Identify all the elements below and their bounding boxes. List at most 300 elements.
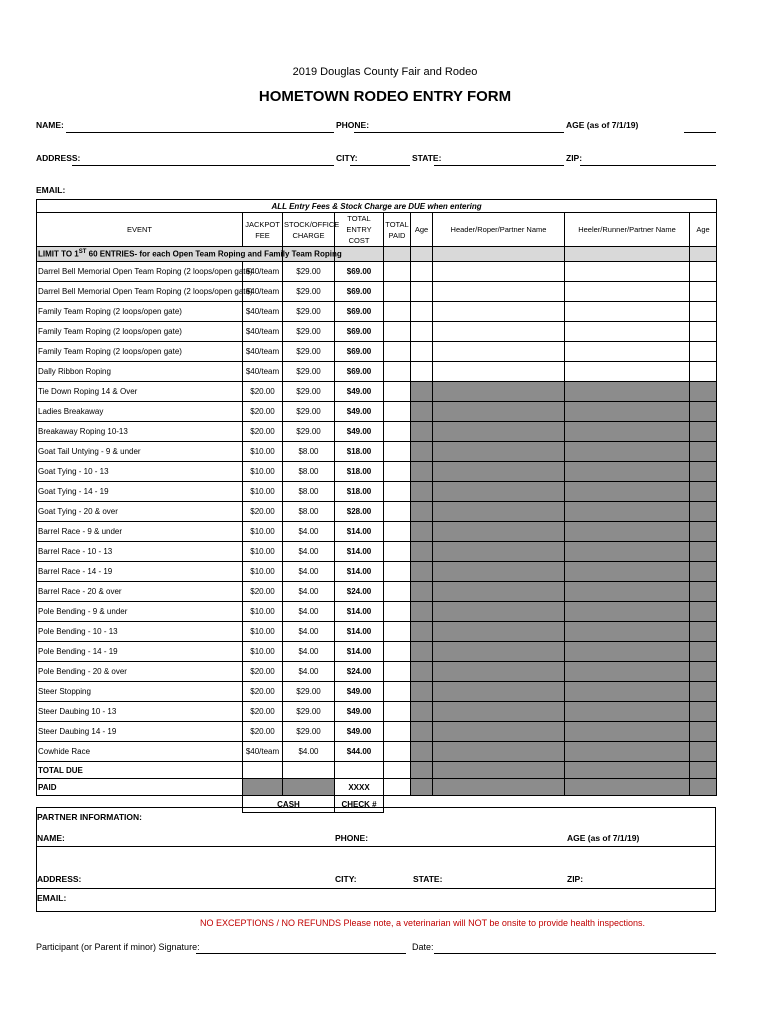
heeler-runner-cell	[565, 402, 690, 422]
stock-charge: $29.00	[283, 322, 335, 342]
stock-charge: $4.00	[283, 742, 335, 762]
heeler-runner-cell	[565, 502, 690, 522]
table-row	[37, 362, 717, 382]
heeler-runner-cell[interactable]	[565, 362, 690, 382]
jackpot-fee: $20.00	[243, 702, 283, 722]
stock-charge: $29.00	[283, 282, 335, 302]
table-row	[37, 702, 717, 722]
header-roper-cell	[433, 402, 565, 422]
stock-charge: $8.00	[283, 482, 335, 502]
total-paid-cell[interactable]	[384, 702, 411, 722]
heeler-runner-cell	[565, 522, 690, 542]
age-label: AGE (as of 7/1/19)	[566, 120, 639, 130]
event-header: EVENT	[37, 213, 243, 247]
stock-charge: $29.00	[283, 382, 335, 402]
jackpot-fee: $10.00	[243, 522, 283, 542]
event-name: Pole Bending - 14 - 19	[37, 642, 243, 662]
total-paid-cell[interactable]	[384, 482, 411, 502]
total-due-stock[interactable]	[283, 762, 335, 779]
total-paid-cell[interactable]	[384, 342, 411, 362]
zip-field[interactable]	[580, 165, 716, 166]
header-roper-cell	[433, 502, 565, 522]
event-name: Barrel Race - 14 - 19	[37, 562, 243, 582]
total-entry-cost: $14.00	[335, 602, 384, 622]
event-name: Family Team Roping (2 loops/open gate)	[37, 342, 243, 362]
stock-charge: $29.00	[283, 722, 335, 742]
stock-charge: $29.00	[283, 362, 335, 382]
age2-cell	[690, 602, 717, 622]
age-cell	[411, 602, 433, 622]
stock-header: STOCK/OFFICE CHARGE	[283, 213, 335, 247]
total-paid-cell[interactable]	[384, 562, 411, 582]
date-field[interactable]	[434, 953, 716, 954]
total-entry-cost: $49.00	[335, 382, 384, 402]
total-paid-cell[interactable]	[384, 682, 411, 702]
stock-charge: $4.00	[283, 642, 335, 662]
age2-cell	[690, 702, 717, 722]
paid-label: PAID	[37, 779, 243, 796]
partner-name-label: NAME:	[37, 833, 65, 843]
age-header: Age	[411, 213, 433, 247]
total-paid-cell[interactable]	[384, 622, 411, 642]
heeler-runner-cell	[565, 702, 690, 722]
total-paid-cell[interactable]	[384, 602, 411, 622]
entry-table	[36, 199, 717, 813]
age2-cell	[690, 682, 717, 702]
table-row	[37, 602, 717, 622]
total-entry-cost: $14.00	[335, 622, 384, 642]
event-name: Breakaway Roping 10-13	[37, 422, 243, 442]
table-row	[37, 322, 717, 342]
age2-cell[interactable]	[690, 282, 717, 302]
total-entry-cost: $69.00	[335, 322, 384, 342]
partner-heading: PARTNER INFORMATION:	[37, 812, 142, 822]
age2-cell	[690, 622, 717, 642]
city-field[interactable]	[350, 165, 410, 166]
age-cell	[411, 662, 433, 682]
age-cell	[411, 402, 433, 422]
partner-email-label: EMAIL:	[37, 893, 67, 903]
name-field[interactable]	[66, 132, 334, 133]
age2-cell	[690, 482, 717, 502]
age-cell	[411, 442, 433, 462]
table-row	[37, 562, 717, 582]
stock-charge: $4.00	[283, 662, 335, 682]
heeler-runner-cell[interactable]	[565, 302, 690, 322]
jackpot-fee: $20.00	[243, 502, 283, 522]
header-roper-cell	[433, 422, 565, 442]
age-field[interactable]	[684, 132, 716, 133]
age2-cell	[690, 562, 717, 582]
date-label: Date:	[412, 942, 434, 952]
signature-label: Participant (or Parent if minor) Signature:	[36, 942, 200, 952]
event-name: Steer Daubing 10 - 13	[37, 702, 243, 722]
table-row	[37, 382, 717, 402]
stock-charge: $29.00	[283, 422, 335, 442]
total-paid-header: TOTAL PAID	[384, 213, 411, 247]
table-row	[37, 722, 717, 742]
event-name: Tie Down Roping 14 & Over	[37, 382, 243, 402]
table-row	[37, 462, 717, 482]
address-field[interactable]	[72, 165, 334, 166]
heeler-runner-cell[interactable]	[565, 262, 690, 282]
total-entry-cost: $24.00	[335, 662, 384, 682]
age2-cell	[690, 722, 717, 742]
partner-age-label: AGE (as of 7/1/19)	[567, 833, 640, 843]
heeler-runner-cell	[565, 442, 690, 462]
phone-label: PHONE:	[336, 120, 370, 130]
stock-charge: $29.00	[283, 342, 335, 362]
total-paid-cell[interactable]	[384, 402, 411, 422]
event-name: Barrel Race - 20 & over	[37, 582, 243, 602]
table-row	[37, 522, 717, 542]
heeler-runner-cell	[565, 582, 690, 602]
event-name: Goat Tying - 14 - 19	[37, 482, 243, 502]
name-label: NAME:	[36, 120, 64, 130]
age-cell	[411, 642, 433, 662]
event-name: Goat Tying - 20 & over	[37, 502, 243, 522]
total-entry-cost: $24.00	[335, 582, 384, 602]
total-paid-cell[interactable]	[384, 582, 411, 602]
total-entry-cost: $18.00	[335, 442, 384, 462]
heeler-runner-cell	[565, 482, 690, 502]
age2-cell	[690, 382, 717, 402]
heeler-runner-cell	[565, 562, 690, 582]
age-cell	[411, 722, 433, 742]
total-entry-cost: $69.00	[335, 302, 384, 322]
heeler-runner-cell[interactable]	[565, 282, 690, 302]
age-cell	[411, 462, 433, 482]
total-paid-cell[interactable]	[384, 382, 411, 402]
jackpot-fee: $40/team	[243, 342, 283, 362]
table-row	[37, 542, 717, 562]
heeler-runner-cell	[565, 622, 690, 642]
total-entry-cost: $14.00	[335, 522, 384, 542]
heeler-runner-cell	[565, 382, 690, 402]
state-field[interactable]	[434, 165, 564, 166]
age-cell[interactable]	[411, 322, 433, 342]
partner-zip-label: ZIP:	[567, 874, 584, 884]
stock-charge: $4.00	[283, 602, 335, 622]
age2-header: Age	[690, 213, 717, 247]
total-paid-cell[interactable]	[384, 662, 411, 682]
heeler-runner-cell	[565, 542, 690, 562]
table-row	[37, 302, 717, 322]
table-row	[37, 262, 717, 282]
fair-subtitle: 2019 Douglas County Fair and Rodeo	[292, 66, 478, 78]
total-entry-cost: $14.00	[335, 562, 384, 582]
heeler-runner-cell	[565, 662, 690, 682]
total-paid-cell[interactable]	[384, 522, 411, 542]
total-due-label: TOTAL DUE	[37, 762, 243, 779]
event-name: Pole Bending - 9 & under	[37, 602, 243, 622]
total-entry-cost: $69.00	[335, 342, 384, 362]
table-row	[37, 662, 717, 682]
total-paid-cell[interactable]	[384, 262, 411, 282]
partner-state-label: STATE:	[413, 874, 443, 884]
total-entry-cost: $49.00	[335, 722, 384, 742]
total-entry-cost: $49.00	[335, 402, 384, 422]
total-entry-cost: $69.00	[335, 362, 384, 382]
jackpot-fee: $40/team	[243, 742, 283, 762]
age-cell	[411, 562, 433, 582]
zip-label: ZIP:	[566, 153, 583, 163]
heeler-runner-cell[interactable]	[565, 322, 690, 342]
header-roper-cell	[433, 602, 565, 622]
age-cell	[411, 382, 433, 402]
event-name: Darrel Bell Memorial Open Team Roping (2 loops/open gate)	[37, 262, 243, 282]
age-cell[interactable]	[411, 282, 433, 302]
age2-cell[interactable]	[690, 302, 717, 322]
total-entry-cost: $18.00	[335, 482, 384, 502]
paid-amount[interactable]	[384, 779, 411, 796]
jackpot-fee: $10.00	[243, 462, 283, 482]
header-roper-cell[interactable]	[433, 302, 565, 322]
partner-city-label: CITY:	[335, 874, 357, 884]
age2-cell	[690, 542, 717, 562]
heeler-runner-cell	[565, 742, 690, 762]
stock-charge: $29.00	[283, 682, 335, 702]
jackpot-fee: $10.00	[243, 562, 283, 582]
stock-charge: $8.00	[283, 462, 335, 482]
jackpot-fee: $20.00	[243, 662, 283, 682]
heeler-runner-cell	[565, 462, 690, 482]
header-roper-cell	[433, 662, 565, 682]
age2-cell	[690, 662, 717, 682]
partner-address-label: ADDRESS:	[37, 874, 82, 884]
jackpot-fee: $10.00	[243, 542, 283, 562]
total-entry-cost: $49.00	[335, 682, 384, 702]
stock-charge: $29.00	[283, 262, 335, 282]
total-due-jackpot[interactable]	[243, 762, 283, 779]
age2-cell[interactable]	[690, 322, 717, 342]
header-roper-cell[interactable]	[433, 262, 565, 282]
stock-charge: $8.00	[283, 502, 335, 522]
jackpot-fee: $10.00	[243, 622, 283, 642]
total-paid-cell[interactable]	[384, 722, 411, 742]
age-cell	[411, 502, 433, 522]
jackpot-fee: $20.00	[243, 582, 283, 602]
table-row	[37, 442, 717, 462]
jackpot-fee: $10.00	[243, 602, 283, 622]
cash-label: CASH	[243, 796, 335, 813]
total-entry-cost: $14.00	[335, 542, 384, 562]
heeler-runner-cell	[565, 642, 690, 662]
state-label: STATE:	[412, 153, 442, 163]
age2-cell	[690, 462, 717, 482]
header-roper-cell	[433, 442, 565, 462]
total-entry-header: TOTAL ENTRY COST	[335, 213, 384, 247]
header-roper-cell[interactable]	[433, 322, 565, 342]
age-cell	[411, 582, 433, 602]
total-paid-cell[interactable]	[384, 542, 411, 562]
table-row	[37, 682, 717, 702]
event-name: Family Team Roping (2 loops/open gate)	[37, 322, 243, 342]
age2-cell	[690, 582, 717, 602]
event-name: Goat Tail Untying - 9 & under	[37, 442, 243, 462]
total-due-entry[interactable]	[335, 762, 384, 779]
stock-charge: $4.00	[283, 542, 335, 562]
header-roper-cell	[433, 622, 565, 642]
age-cell	[411, 522, 433, 542]
heeler-runner-cell[interactable]	[565, 342, 690, 362]
stock-charge: $4.00	[283, 522, 335, 542]
total-entry-cost: $69.00	[335, 282, 384, 302]
total-entry-cost: $14.00	[335, 642, 384, 662]
age2-cell	[690, 522, 717, 542]
stock-charge: $29.00	[283, 702, 335, 722]
event-name: Goat Tying - 10 - 13	[37, 462, 243, 482]
event-name: Barrel Race - 10 - 13	[37, 542, 243, 562]
header-roper-cell	[433, 522, 565, 542]
total-paid-cell[interactable]	[384, 282, 411, 302]
event-name: Steer Daubing 14 - 19	[37, 722, 243, 742]
age2-cell	[690, 642, 717, 662]
age2-cell[interactable]	[690, 362, 717, 382]
stock-charge: $29.00	[283, 302, 335, 322]
heeler-runner-cell	[565, 682, 690, 702]
total-entry-cost: $44.00	[335, 742, 384, 762]
jackpot-fee: $40/team	[243, 322, 283, 342]
event-name: Barrel Race - 9 & under	[37, 522, 243, 542]
age-cell	[411, 482, 433, 502]
header-roper-cell	[433, 682, 565, 702]
table-row	[37, 502, 717, 522]
stock-charge: $4.00	[283, 562, 335, 582]
stock-charge: $29.00	[283, 402, 335, 422]
age-cell	[411, 422, 433, 442]
total-paid-cell[interactable]	[384, 642, 411, 662]
jackpot-fee: $20.00	[243, 682, 283, 702]
age-cell[interactable]	[411, 302, 433, 322]
age2-cell	[690, 502, 717, 522]
header-roper-cell[interactable]	[433, 342, 565, 362]
jackpot-fee: $20.00	[243, 422, 283, 442]
event-name: Family Team Roping (2 loops/open gate)	[37, 302, 243, 322]
stock-charge: $4.00	[283, 582, 335, 602]
jackpot-header: JACKPOT FEE	[243, 213, 283, 247]
age2-cell	[690, 442, 717, 462]
event-name: Pole Bending - 20 & over	[37, 662, 243, 682]
table-row	[37, 422, 717, 442]
age-cell[interactable]	[411, 342, 433, 362]
age-cell	[411, 622, 433, 642]
heeler-runner-cell	[565, 722, 690, 742]
stock-charge: $4.00	[283, 622, 335, 642]
age-cell[interactable]	[411, 262, 433, 282]
heeler-runner-cell	[565, 602, 690, 622]
total-paid-cell[interactable]	[384, 302, 411, 322]
table-row	[37, 582, 717, 602]
jackpot-fee: $20.00	[243, 382, 283, 402]
email-label: EMAIL:	[36, 185, 66, 195]
event-name: Ladies Breakaway	[37, 402, 243, 422]
total-paid-cell[interactable]	[384, 422, 411, 442]
table-row	[37, 282, 717, 302]
fees-notice: ALL Entry Fees & Stock Charge are DUE when entering	[37, 200, 717, 213]
header-roper-cell[interactable]	[433, 362, 565, 382]
total-entry-cost: $49.00	[335, 702, 384, 722]
event-name: Cowhide Race	[37, 742, 243, 762]
jackpot-fee: $10.00	[243, 442, 283, 462]
age-cell	[411, 542, 433, 562]
total-entry-cost: $18.00	[335, 462, 384, 482]
event-name: Pole Bending - 10 - 13	[37, 622, 243, 642]
header-roper-cell	[433, 742, 565, 762]
table-row	[37, 402, 717, 422]
jackpot-fee: $10.00	[243, 482, 283, 502]
header-roper-cell	[433, 642, 565, 662]
partner-section	[36, 807, 716, 912]
age2-cell[interactable]	[690, 342, 717, 362]
header-roper-cell[interactable]	[433, 282, 565, 302]
header-roper-cell	[433, 722, 565, 742]
age-cell	[411, 702, 433, 722]
xxxx-cell: XXXX	[335, 779, 384, 796]
partner-phone-label: PHONE:	[335, 833, 369, 843]
check-label: CHECK #	[335, 796, 384, 813]
header-roper-cell	[433, 702, 565, 722]
event-name: Darrel Bell Memorial Open Team Roping (2 loops/open gate)	[37, 282, 243, 302]
no-refunds-notice: NO EXCEPTIONS / NO REFUNDS Please note, a veterinarian will NOT be onsite to provide health inspections.	[200, 918, 646, 928]
table-row	[37, 482, 717, 502]
table-row	[37, 342, 717, 362]
total-due-paid[interactable]	[384, 762, 411, 779]
header-roper-cell	[433, 462, 565, 482]
header-roper-cell	[433, 582, 565, 602]
total-paid-cell[interactable]	[384, 362, 411, 382]
header-roper-header: Header/Roper/Partner Name	[433, 213, 565, 247]
total-paid-cell[interactable]	[384, 742, 411, 762]
age2-cell	[690, 422, 717, 442]
event-name: Steer Stopping	[37, 682, 243, 702]
phone-field[interactable]	[354, 132, 564, 133]
table-row	[37, 742, 717, 762]
stock-charge: $8.00	[283, 442, 335, 462]
heeler-runner-cell	[565, 422, 690, 442]
jackpot-fee: $40/team	[243, 262, 283, 282]
age-cell	[411, 682, 433, 702]
age2-cell	[690, 402, 717, 422]
address-label: ADDRESS:	[36, 153, 81, 163]
total-paid-cell[interactable]	[384, 442, 411, 462]
jackpot-fee: $20.00	[243, 402, 283, 422]
total-entry-cost: $28.00	[335, 502, 384, 522]
total-paid-cell[interactable]	[384, 322, 411, 342]
table-row	[37, 642, 717, 662]
header-roper-cell	[433, 382, 565, 402]
limit-note: LIMIT TO 1ST 60 ENTRIES- for each Open Team Roping and Family Team Roping	[37, 247, 283, 262]
total-entry-cost: $69.00	[335, 262, 384, 282]
total-paid-cell[interactable]	[384, 462, 411, 482]
jackpot-fee: $20.00	[243, 722, 283, 742]
jackpot-fee: $40/team	[243, 362, 283, 382]
age-cell	[411, 742, 433, 762]
age2-cell[interactable]	[690, 262, 717, 282]
header-roper-cell	[433, 542, 565, 562]
form-title: HOMETOWN RODEO ENTRY FORM	[258, 88, 512, 105]
total-paid-cell[interactable]	[384, 502, 411, 522]
total-entry-cost: $49.00	[335, 422, 384, 442]
event-name: Dally Ribbon Roping	[37, 362, 243, 382]
header-roper-cell	[433, 562, 565, 582]
age-cell[interactable]	[411, 362, 433, 382]
jackpot-fee: $10.00	[243, 642, 283, 662]
header-roper-cell	[433, 482, 565, 502]
signature-field[interactable]	[196, 953, 406, 954]
age2-cell	[690, 742, 717, 762]
table-row	[37, 622, 717, 642]
